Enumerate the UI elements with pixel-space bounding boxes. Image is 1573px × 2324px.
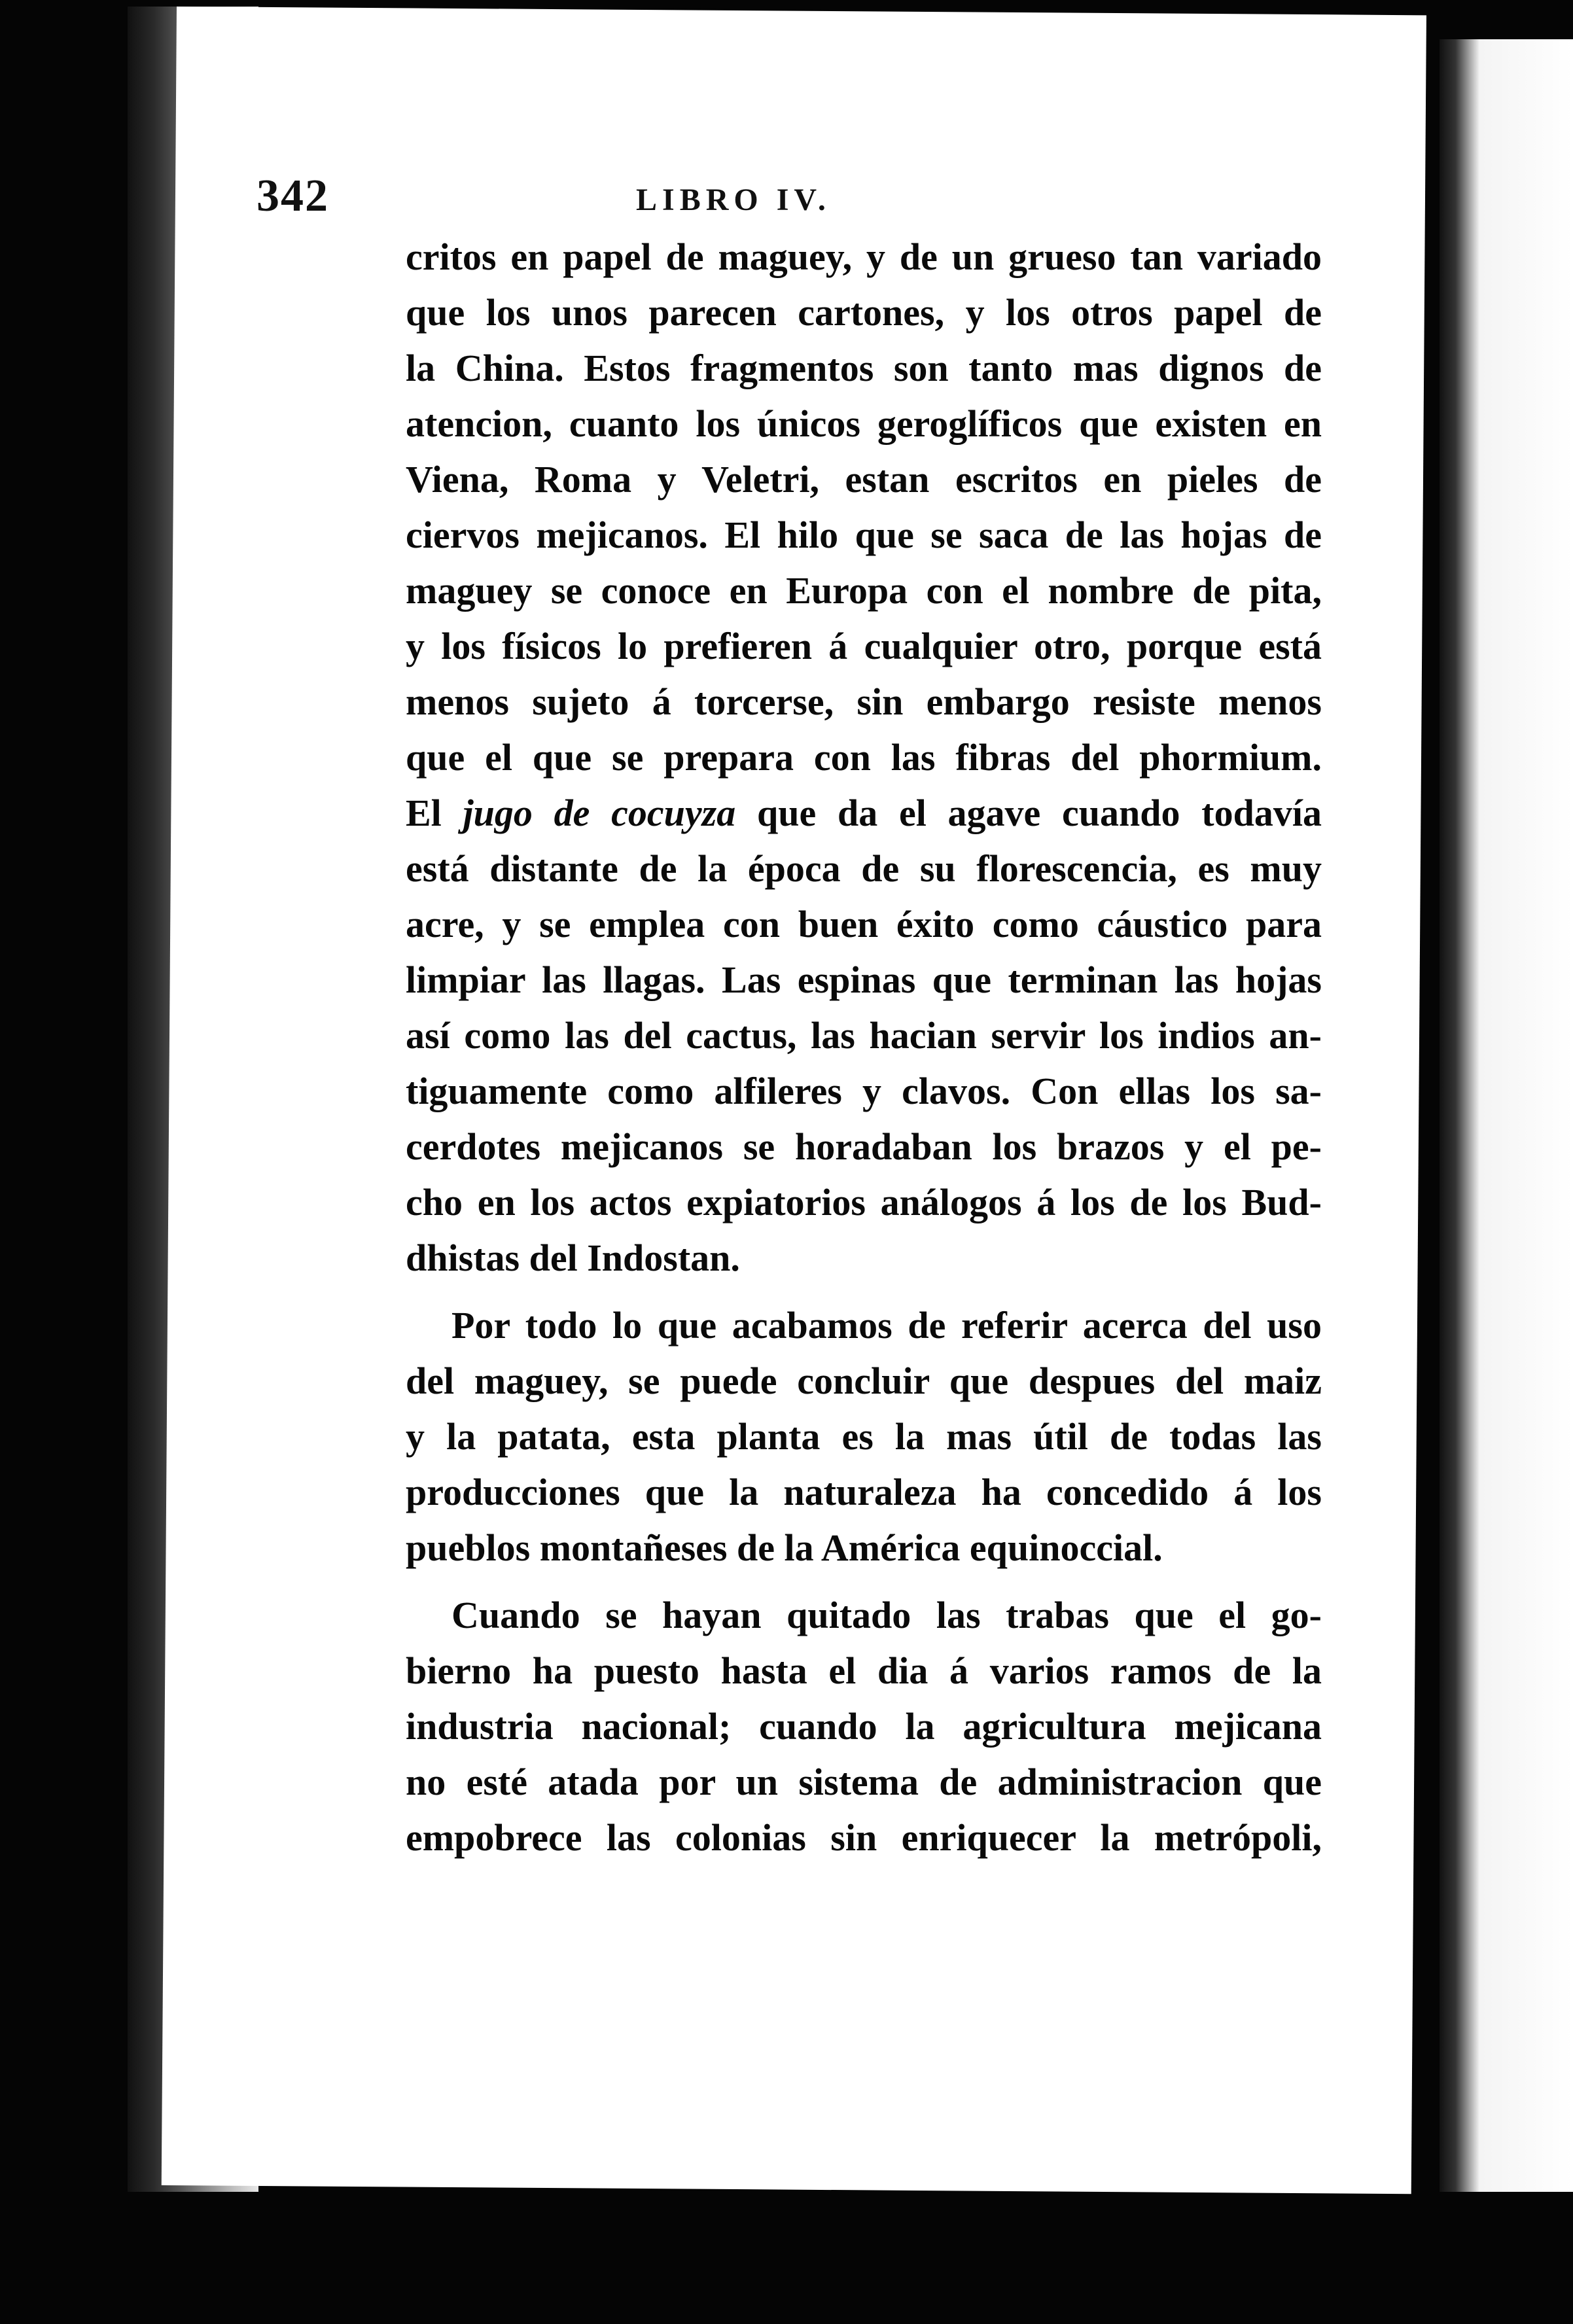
text-line: la China. Estos fragmentos son tanto mas dignos de	[406, 347, 1322, 389]
text-body	[406, 229, 1322, 1865]
paragraph-gap	[406, 1576, 1322, 1587]
adjacent-page-edge	[1440, 39, 1573, 2192]
text-line: Cuando se hayan quitado las trabas que el go-	[451, 1594, 1322, 1636]
italic-term: jugo de cocuyza	[463, 792, 736, 834]
running-head: LIBRO IV.	[636, 183, 831, 217]
text-line: maguey se conoce en Europa con el nombre de pita,	[406, 569, 1322, 612]
text-line: producciones que la naturaleza ha concedido á los	[406, 1471, 1322, 1513]
text-line: atencion, cuanto los únicos geroglíficos que existen en	[406, 402, 1322, 445]
text-line: cho en los actos expiatorios análogos á los de los Bud-	[406, 1181, 1322, 1224]
text-line: bierno ha puesto hasta el dia á varios ramos de la	[406, 1649, 1322, 1692]
paragraph-gap	[406, 1286, 1322, 1297]
text-line: tiguamente como alfileres y clavos. Con ellas los sa-	[406, 1070, 1322, 1112]
text-line: critos en papel de maguey, y de un grueso tan variado	[406, 236, 1322, 278]
text-line-with-italic	[406, 785, 1322, 841]
text-line: está distante de la época de su florescencia, es muy	[406, 847, 1322, 890]
text-line: industria nacional; cuando la agricultura mejicana	[406, 1705, 1322, 1748]
text-line: y la patata, esta planta es la mas útil de todas las	[406, 1415, 1322, 1458]
text-line: menos sujeto á torcerse, sin embargo resiste menos	[406, 680, 1322, 723]
text-line: empobrece las colonias sin enriquecer la metrópoli,	[406, 1816, 1322, 1859]
text-line: Por todo lo que acabamos de referir acerca del uso	[451, 1304, 1322, 1347]
text-fragment: El	[406, 792, 463, 834]
text-line: acre, y se emplea con buen éxito como cáustico para	[406, 903, 1322, 945]
text-line: así como las del cactus, las hacian servir los indios an-	[406, 1014, 1322, 1057]
page-number: 342	[256, 171, 329, 221]
text-line: cerdotes mejicanos se horadaban los brazos y el pe-	[406, 1125, 1322, 1168]
text-line: no esté atada por un sistema de administracion que	[406, 1761, 1322, 1803]
text-line: ciervos mejicanos. El hilo que se saca de las hojas de	[406, 514, 1322, 556]
text-line: pueblos montañeses de la América equinoccial.	[406, 1526, 1163, 1569]
text-line: que los unos parecen cartones, y los otros papel de	[406, 291, 1322, 334]
text-fragment: que da el agave cuando todavía	[735, 792, 1322, 834]
text-line: del maguey, se puede concluir que despues del maiz	[406, 1360, 1322, 1402]
text-line: que el que se prepara con las fibras del phormium.	[406, 736, 1322, 779]
text-line: limpiar las llagas. Las espinas que terminan las hojas	[406, 959, 1322, 1001]
text-line: y los físicos lo prefieren á cualquier otro, porque está	[406, 625, 1322, 667]
text-line: Viena, Roma y Veletri, estan escritos en pieles de	[406, 458, 1322, 501]
page-header	[256, 170, 1330, 229]
text-line: dhistas del Indostan.	[406, 1237, 740, 1279]
